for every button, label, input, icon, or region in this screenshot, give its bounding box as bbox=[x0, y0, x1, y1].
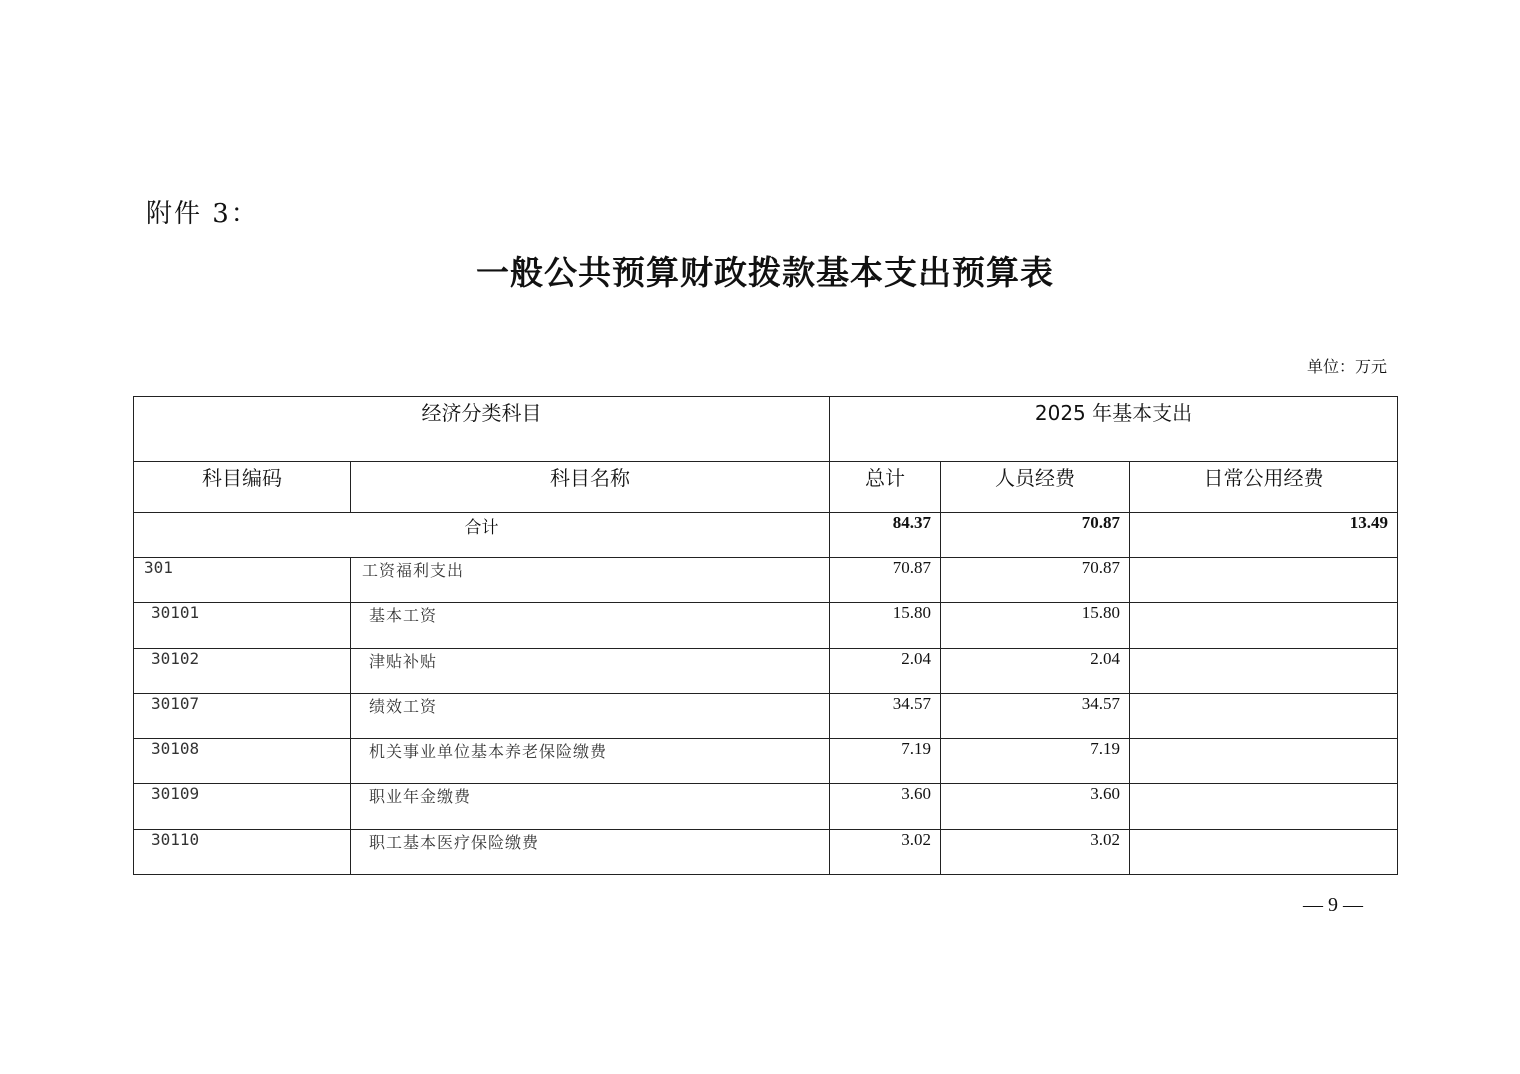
row-total: 3.60 bbox=[830, 784, 941, 829]
row-public bbox=[1130, 603, 1398, 648]
column-header-row bbox=[134, 462, 1398, 513]
row-personnel: 7.19 bbox=[941, 739, 1130, 784]
page-title: 一般公共预算财政拨款基本支出预算表 bbox=[476, 253, 1054, 292]
row-code: 30101 bbox=[134, 603, 351, 648]
table-row bbox=[134, 648, 1398, 693]
row-code: 30108 bbox=[134, 739, 351, 784]
row-name: 职工基本医疗保险缴费 bbox=[351, 829, 830, 874]
header-classification: 经济分类科目 bbox=[134, 397, 830, 462]
row-code: 30107 bbox=[134, 693, 351, 738]
row-total: 34.57 bbox=[830, 693, 941, 738]
total-public: 13.49 bbox=[1130, 513, 1398, 558]
row-total: 2.04 bbox=[830, 648, 941, 693]
row-total: 70.87 bbox=[830, 558, 941, 603]
row-personnel: 70.87 bbox=[941, 558, 1130, 603]
budget-table bbox=[133, 396, 1398, 875]
row-public bbox=[1130, 693, 1398, 738]
table-row bbox=[134, 693, 1398, 738]
unit-label: 单位：万元 bbox=[1306, 357, 1387, 376]
total-sum: 84.37 bbox=[830, 513, 941, 558]
header-code: 科目编码 bbox=[134, 462, 351, 513]
row-code: 30110 bbox=[134, 829, 351, 874]
row-public bbox=[1130, 739, 1398, 784]
row-public bbox=[1130, 829, 1398, 874]
row-public bbox=[1130, 558, 1398, 603]
header-total: 总计 bbox=[830, 462, 941, 513]
row-total: 7.19 bbox=[830, 739, 941, 784]
row-personnel: 3.02 bbox=[941, 829, 1130, 874]
row-name: 职业年金缴费 bbox=[351, 784, 830, 829]
row-public bbox=[1130, 784, 1398, 829]
group-header-row bbox=[134, 397, 1398, 462]
row-name: 基本工资 bbox=[351, 603, 830, 648]
row-personnel: 15.80 bbox=[941, 603, 1130, 648]
table-row bbox=[134, 829, 1398, 874]
header-name: 科目名称 bbox=[351, 462, 830, 513]
header-public: 日常公用经费 bbox=[1130, 462, 1398, 513]
row-code: 30109 bbox=[134, 784, 351, 829]
header-personnel: 人员经费 bbox=[941, 462, 1130, 513]
page-number: — 9 — bbox=[1303, 894, 1363, 916]
table-row bbox=[134, 739, 1398, 784]
row-name: 机关事业单位基本养老保险缴费 bbox=[351, 739, 830, 784]
table-row bbox=[134, 603, 1398, 648]
row-personnel: 3.60 bbox=[941, 784, 1130, 829]
row-total: 15.80 bbox=[830, 603, 941, 648]
row-code: 30102 bbox=[134, 648, 351, 693]
row-personnel: 2.04 bbox=[941, 648, 1130, 693]
table-row bbox=[134, 558, 1398, 603]
row-public bbox=[1130, 648, 1398, 693]
row-personnel: 34.57 bbox=[941, 693, 1130, 738]
table-row bbox=[134, 784, 1398, 829]
attachment-label: 附件 3： bbox=[146, 199, 259, 229]
row-code: 301 bbox=[134, 558, 351, 603]
total-personnel: 70.87 bbox=[941, 513, 1130, 558]
row-name: 绩效工资 bbox=[351, 693, 830, 738]
header-expenditure: 2025 年基本支出 bbox=[830, 397, 1398, 462]
total-row bbox=[134, 513, 1398, 558]
total-label: 合计 bbox=[134, 513, 830, 558]
row-name: 津贴补贴 bbox=[351, 648, 830, 693]
row-name: 工资福利支出 bbox=[351, 558, 830, 603]
row-total: 3.02 bbox=[830, 829, 941, 874]
